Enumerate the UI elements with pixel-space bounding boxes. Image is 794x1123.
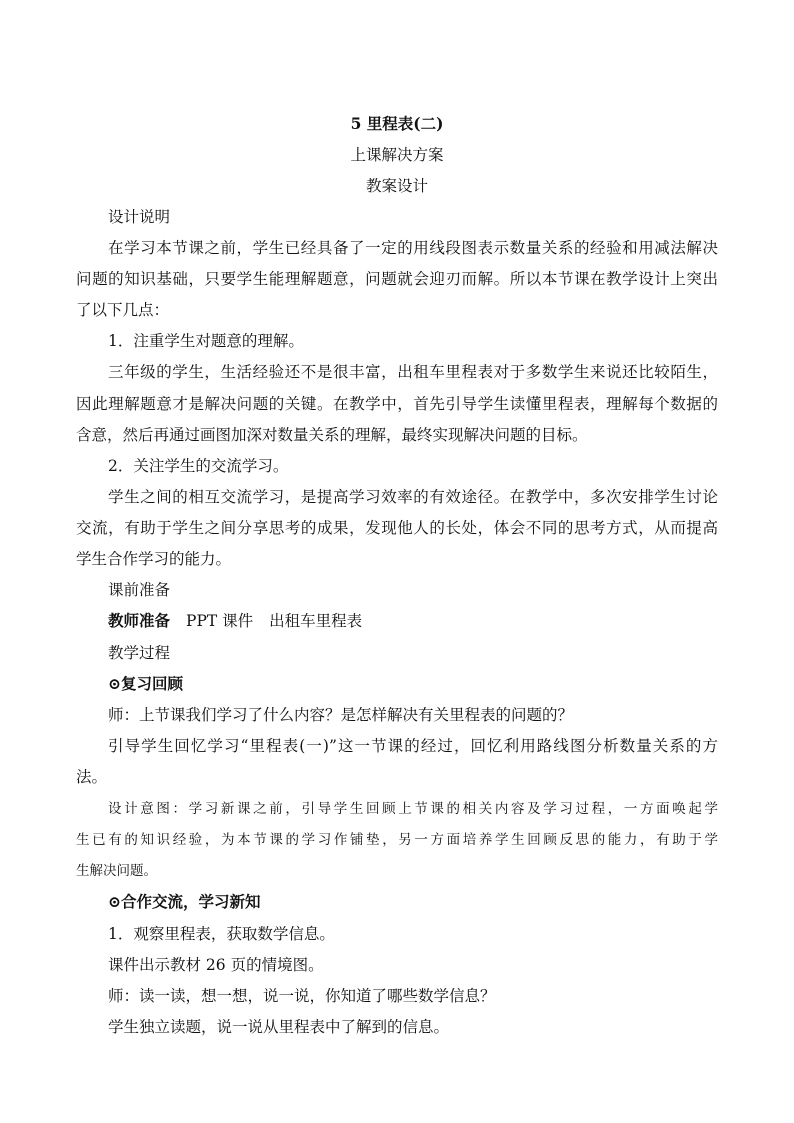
point-1: 1．注重学生对题意的理解。 (108, 332, 304, 350)
step-1: 1．观察里程表，获取数学信息。 (108, 925, 335, 943)
lesson-title: 5 里程表(二) (350, 114, 444, 133)
point-2: 2．关注学生的交流学习。 (108, 457, 289, 475)
lesson-subtitle-2: 教案设计 (365, 177, 428, 195)
review-heading: ⊙复习回顾 (108, 674, 183, 693)
paragraph-2-line-2: 因此理解题意才是解决问题的关键。在教学中，首先引导学生读懂里程表，理解每个数据的 (76, 395, 718, 413)
design-intent-line-2: 生已有的知识经验，为本节课的学习作铺垫，另一方面培养学生回顾反思的能力，有助于学 (76, 832, 718, 848)
preparation-label: 课前准备 (108, 581, 171, 599)
teacher-preparation (108, 611, 362, 631)
paragraph-1-line-2: 问题的知识基础，只要学生能理解题意，问题就会迎刃而解。所以本节课在教学设计上突出 (76, 270, 718, 288)
courseware-note: 课件出示教材 26 页的情境图。 (108, 956, 324, 974)
cooperation-heading: ⊙合作交流，学习新知 (108, 892, 261, 911)
teacher-preparation-label: 教师准备 (108, 611, 171, 630)
paragraph-3-line-1: 学生之间的相互交流学习，是提高学习效率的有效途径。在教学中，多次安排学生讨论 (108, 488, 718, 506)
recall-line-2: 法。 (76, 768, 108, 786)
design-notes-label: 设计说明 (108, 208, 171, 226)
paragraph-3-line-3: 学生合作学习的能力。 (76, 550, 232, 568)
recall-line-1: 引导学生回忆学习“里程表(一)”这一节课的经过，回忆利用路线图分析数量关系的方 (108, 737, 718, 755)
paragraph-1-line-3: 了以下几点： (76, 301, 170, 319)
teacher-question-2: 师：读一读，想一想，说一说，你知道了哪些数学信息？ (108, 987, 496, 1005)
design-intent-line-1: 设计意图：学习新课之前，引导学生回顾上节课的相关内容及学习过程，一方面唤起学 (108, 801, 718, 817)
teacher-preparation-item-2: 出租车里程表 (269, 612, 363, 630)
lesson-subtitle: 上课解决方案 (350, 146, 444, 164)
paragraph-2-line-3: 含意，然后再通过画图加深对数量关系的理解，最终实现解决问题的目标。 (76, 426, 588, 444)
design-intent-line-3: 生解决问题。 (76, 863, 157, 879)
process-label: 教学过程 (108, 644, 171, 662)
teacher-question-1: 师：上节课我们学习了什么内容？是怎样解决有关里程表的问题的？ (108, 706, 574, 724)
student-reading: 学生独立读题，说一说从里程表中了解到的信息。 (108, 1018, 450, 1036)
paragraph-3-line-2: 交流，有助于学生之间分享思考的成果，发现他人的长处，体会不同的思考方式，从而提高 (76, 519, 718, 537)
paragraph-2-line-1: 三年级的学生，生活经验还不是很丰富，出租车里程表对于多数学生来说还比较陌生， (108, 363, 718, 381)
paragraph-1-line-1: 在学习本节课之前，学生已经具备了一定的用线段图表示数量关系的经验和用减法解决 (108, 239, 718, 257)
teacher-preparation-item-1: PPT 课件 (186, 612, 254, 630)
